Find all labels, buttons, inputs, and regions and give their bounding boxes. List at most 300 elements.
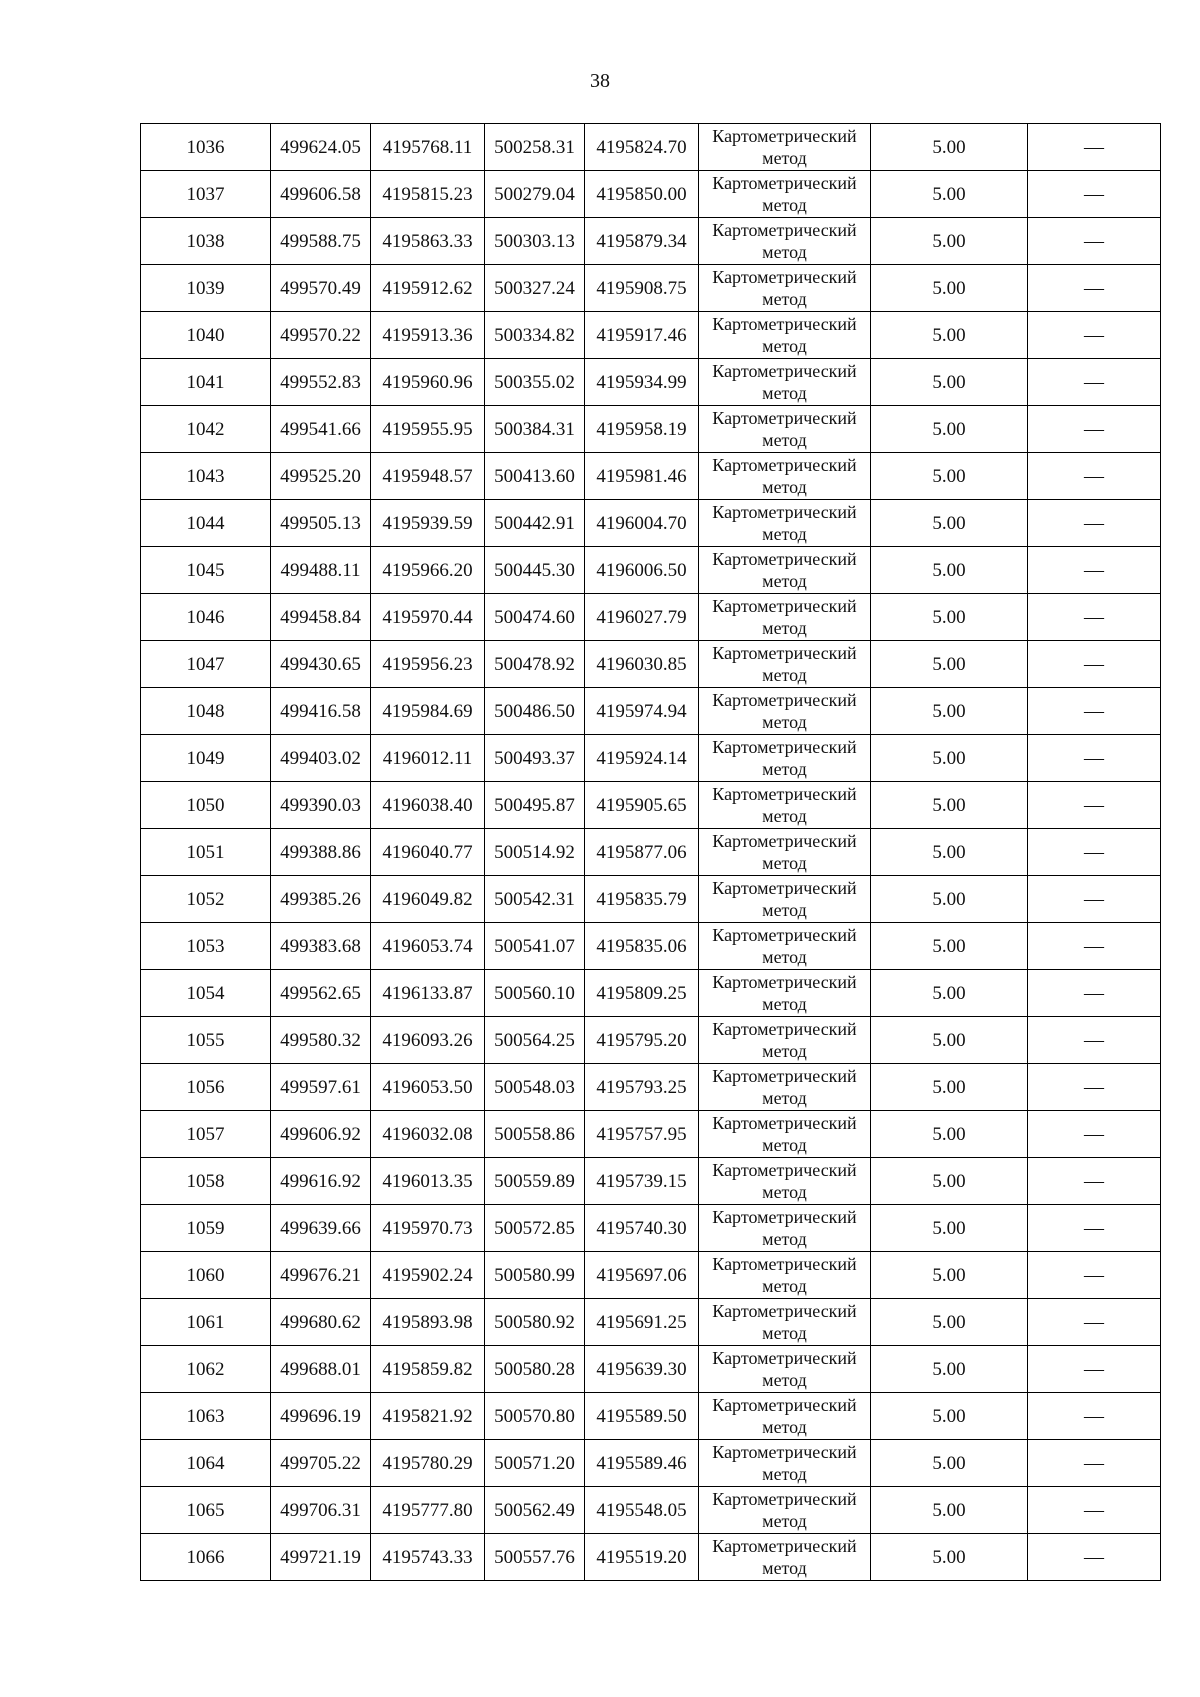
point-number-cell: 1061	[141, 1299, 271, 1346]
y2-coordinate-cell: 4195877.06	[585, 829, 699, 876]
point-number-cell: 1064	[141, 1440, 271, 1487]
description-cell: —	[1028, 1440, 1161, 1487]
y2-coordinate-cell: 4195589.46	[585, 1440, 699, 1487]
table-row	[141, 688, 1161, 735]
method-line-2: метод	[762, 853, 807, 873]
method-cell	[699, 641, 871, 688]
table-row	[141, 1064, 1161, 1111]
x1-coordinate-cell: 499383.68	[271, 923, 371, 970]
y1-coordinate-cell: 4195948.57	[371, 453, 485, 500]
y1-coordinate-cell: 4195780.29	[371, 1440, 485, 1487]
method-line-1: Картометрический	[712, 1113, 857, 1133]
point-number-cell: 1052	[141, 876, 271, 923]
x1-coordinate-cell: 499606.58	[271, 171, 371, 218]
method-cell	[699, 547, 871, 594]
method-line-1: Картометрический	[712, 126, 857, 146]
x1-coordinate-cell: 499403.02	[271, 735, 371, 782]
method-cell	[699, 312, 871, 359]
method-line-1: Картометрический	[712, 173, 857, 193]
x1-coordinate-cell: 499580.32	[271, 1017, 371, 1064]
method-cell	[699, 406, 871, 453]
method-line-1: Картометрический	[712, 1066, 857, 1086]
accuracy-cell: 5.00	[871, 1205, 1028, 1252]
accuracy-cell: 5.00	[871, 688, 1028, 735]
method-cell	[699, 124, 871, 171]
accuracy-cell: 5.00	[871, 735, 1028, 782]
method-cell	[699, 735, 871, 782]
accuracy-cell: 5.00	[871, 1487, 1028, 1534]
x1-coordinate-cell: 499416.58	[271, 688, 371, 735]
method-cell	[699, 1440, 871, 1487]
x2-coordinate-cell: 500327.24	[485, 265, 585, 312]
point-number-cell: 1049	[141, 735, 271, 782]
method-line-1: Картометрический	[712, 1489, 857, 1509]
method-line-2: метод	[762, 994, 807, 1014]
x2-coordinate-cell: 500478.92	[485, 641, 585, 688]
y1-coordinate-cell: 4195893.98	[371, 1299, 485, 1346]
y2-coordinate-cell: 4195757.95	[585, 1111, 699, 1158]
description-cell: —	[1028, 1205, 1161, 1252]
accuracy-cell: 5.00	[871, 1393, 1028, 1440]
x1-coordinate-cell: 499696.19	[271, 1393, 371, 1440]
method-line-1: Картометрический	[712, 267, 857, 287]
accuracy-cell: 5.00	[871, 265, 1028, 312]
method-cell	[699, 876, 871, 923]
method-cell	[699, 1346, 871, 1393]
point-number-cell: 1043	[141, 453, 271, 500]
method-line-1: Картометрический	[712, 1019, 857, 1039]
method-cell	[699, 265, 871, 312]
point-number-cell: 1036	[141, 124, 271, 171]
accuracy-cell: 5.00	[871, 1252, 1028, 1299]
table-row	[141, 1346, 1161, 1393]
method-line-2: метод	[762, 571, 807, 591]
table-row	[141, 1393, 1161, 1440]
point-number-cell: 1045	[141, 547, 271, 594]
y1-coordinate-cell: 4195970.73	[371, 1205, 485, 1252]
x2-coordinate-cell: 500486.50	[485, 688, 585, 735]
x2-coordinate-cell: 500445.30	[485, 547, 585, 594]
accuracy-cell: 5.00	[871, 124, 1028, 171]
method-line-2: метод	[762, 477, 807, 497]
accuracy-cell: 5.00	[871, 641, 1028, 688]
table-row	[141, 171, 1161, 218]
y2-coordinate-cell: 4195974.94	[585, 688, 699, 735]
method-line-1: Картометрический	[712, 1395, 857, 1415]
method-cell	[699, 688, 871, 735]
y1-coordinate-cell: 4195955.95	[371, 406, 485, 453]
description-cell: —	[1028, 782, 1161, 829]
method-cell	[699, 1205, 871, 1252]
x1-coordinate-cell: 499680.62	[271, 1299, 371, 1346]
accuracy-cell: 5.00	[871, 406, 1028, 453]
description-cell: —	[1028, 547, 1161, 594]
accuracy-cell: 5.00	[871, 359, 1028, 406]
y2-coordinate-cell: 4195958.19	[585, 406, 699, 453]
method-line-2: метод	[762, 665, 807, 685]
x1-coordinate-cell: 499388.86	[271, 829, 371, 876]
method-line-2: метод	[762, 524, 807, 544]
y2-coordinate-cell: 4195697.06	[585, 1252, 699, 1299]
point-number-cell: 1066	[141, 1534, 271, 1581]
point-number-cell: 1058	[141, 1158, 271, 1205]
y1-coordinate-cell: 4196053.50	[371, 1064, 485, 1111]
table-row	[141, 1487, 1161, 1534]
y1-coordinate-cell: 4195970.44	[371, 594, 485, 641]
method-cell	[699, 218, 871, 265]
method-line-2: метод	[762, 383, 807, 403]
description-cell: —	[1028, 970, 1161, 1017]
method-cell	[699, 1299, 871, 1346]
point-number-cell: 1040	[141, 312, 271, 359]
method-line-2: метод	[762, 1088, 807, 1108]
accuracy-cell: 5.00	[871, 312, 1028, 359]
method-cell	[699, 1064, 871, 1111]
x1-coordinate-cell: 499570.22	[271, 312, 371, 359]
x1-coordinate-cell: 499390.03	[271, 782, 371, 829]
table-row	[141, 265, 1161, 312]
x1-coordinate-cell: 499597.61	[271, 1064, 371, 1111]
table-row	[141, 641, 1161, 688]
method-line-2: метод	[762, 1276, 807, 1296]
y2-coordinate-cell: 4195905.65	[585, 782, 699, 829]
point-number-cell: 1047	[141, 641, 271, 688]
method-line-2: метод	[762, 618, 807, 638]
x1-coordinate-cell: 499385.26	[271, 876, 371, 923]
point-number-cell: 1051	[141, 829, 271, 876]
method-line-2: метод	[762, 1323, 807, 1343]
x2-coordinate-cell: 500258.31	[485, 124, 585, 171]
accuracy-cell: 5.00	[871, 1064, 1028, 1111]
method-line-2: метод	[762, 900, 807, 920]
table-row	[141, 1017, 1161, 1064]
description-cell: —	[1028, 312, 1161, 359]
method-cell	[699, 500, 871, 547]
x1-coordinate-cell: 499588.75	[271, 218, 371, 265]
method-line-2: метод	[762, 1417, 807, 1437]
y2-coordinate-cell: 4196004.70	[585, 500, 699, 547]
y2-coordinate-cell: 4195934.99	[585, 359, 699, 406]
method-line-2: метод	[762, 1511, 807, 1531]
table-row	[141, 359, 1161, 406]
table-row	[141, 1111, 1161, 1158]
x1-coordinate-cell: 499639.66	[271, 1205, 371, 1252]
method-cell	[699, 594, 871, 641]
method-line-1: Картометрический	[712, 1536, 857, 1556]
y1-coordinate-cell: 4196049.82	[371, 876, 485, 923]
x2-coordinate-cell: 500413.60	[485, 453, 585, 500]
x1-coordinate-cell: 499624.05	[271, 124, 371, 171]
x2-coordinate-cell: 500557.76	[485, 1534, 585, 1581]
y1-coordinate-cell: 4195902.24	[371, 1252, 485, 1299]
method-line-1: Картометрический	[712, 549, 857, 569]
y2-coordinate-cell: 4195850.00	[585, 171, 699, 218]
x1-coordinate-cell: 499430.65	[271, 641, 371, 688]
y2-coordinate-cell: 4196030.85	[585, 641, 699, 688]
table-row	[141, 735, 1161, 782]
description-cell: —	[1028, 406, 1161, 453]
accuracy-cell: 5.00	[871, 829, 1028, 876]
point-number-cell: 1044	[141, 500, 271, 547]
table-row	[141, 312, 1161, 359]
accuracy-cell: 5.00	[871, 1158, 1028, 1205]
method-line-1: Картометрический	[712, 1301, 857, 1321]
description-cell: —	[1028, 500, 1161, 547]
method-line-2: метод	[762, 1041, 807, 1061]
page-number: 38	[590, 70, 610, 92]
description-cell: —	[1028, 1111, 1161, 1158]
method-line-2: метод	[762, 806, 807, 826]
x1-coordinate-cell: 499570.49	[271, 265, 371, 312]
table-row	[141, 124, 1161, 171]
y1-coordinate-cell: 4195966.20	[371, 547, 485, 594]
accuracy-cell: 5.00	[871, 1017, 1028, 1064]
x1-coordinate-cell: 499721.19	[271, 1534, 371, 1581]
y1-coordinate-cell: 4196053.74	[371, 923, 485, 970]
table-row	[141, 547, 1161, 594]
y1-coordinate-cell: 4196032.08	[371, 1111, 485, 1158]
description-cell: —	[1028, 1534, 1161, 1581]
method-line-2: метод	[762, 336, 807, 356]
method-line-1: Картометрический	[712, 596, 857, 616]
y1-coordinate-cell: 4195912.62	[371, 265, 485, 312]
x2-coordinate-cell: 500541.07	[485, 923, 585, 970]
y1-coordinate-cell: 4195743.33	[371, 1534, 485, 1581]
method-line-1: Картометрический	[712, 1254, 857, 1274]
method-line-1: Картометрический	[712, 784, 857, 804]
accuracy-cell: 5.00	[871, 1534, 1028, 1581]
method-line-2: метод	[762, 1135, 807, 1155]
x2-coordinate-cell: 500580.28	[485, 1346, 585, 1393]
accuracy-cell: 5.00	[871, 782, 1028, 829]
table-row	[141, 1534, 1161, 1581]
x2-coordinate-cell: 500570.80	[485, 1393, 585, 1440]
method-line-2: метод	[762, 430, 807, 450]
method-cell	[699, 829, 871, 876]
y1-coordinate-cell: 4195984.69	[371, 688, 485, 735]
method-line-2: метод	[762, 1558, 807, 1578]
x1-coordinate-cell: 499562.65	[271, 970, 371, 1017]
table-row	[141, 594, 1161, 641]
method-line-2: метод	[762, 195, 807, 215]
description-cell: —	[1028, 218, 1161, 265]
method-line-2: метод	[762, 289, 807, 309]
table-row	[141, 1205, 1161, 1252]
method-cell	[699, 1252, 871, 1299]
y2-coordinate-cell: 4195793.25	[585, 1064, 699, 1111]
method-line-1: Картометрический	[712, 690, 857, 710]
x2-coordinate-cell: 500562.49	[485, 1487, 585, 1534]
description-cell: —	[1028, 1017, 1161, 1064]
table-row	[141, 876, 1161, 923]
y1-coordinate-cell: 4195859.82	[371, 1346, 485, 1393]
y1-coordinate-cell: 4196133.87	[371, 970, 485, 1017]
y1-coordinate-cell: 4195939.59	[371, 500, 485, 547]
method-line-1: Картометрический	[712, 925, 857, 945]
y2-coordinate-cell: 4195981.46	[585, 453, 699, 500]
y2-coordinate-cell: 4195924.14	[585, 735, 699, 782]
description-cell: —	[1028, 453, 1161, 500]
method-line-2: метод	[762, 947, 807, 967]
description-cell: —	[1028, 829, 1161, 876]
method-line-1: Картометрический	[712, 361, 857, 381]
method-line-1: Картометрический	[712, 1348, 857, 1368]
x2-coordinate-cell: 500474.60	[485, 594, 585, 641]
method-line-1: Картометрический	[712, 314, 857, 334]
method-line-2: метод	[762, 759, 807, 779]
point-number-cell: 1065	[141, 1487, 271, 1534]
point-number-cell: 1057	[141, 1111, 271, 1158]
method-line-2: метод	[762, 148, 807, 168]
y2-coordinate-cell: 4195809.25	[585, 970, 699, 1017]
y2-coordinate-cell: 4195917.46	[585, 312, 699, 359]
x1-coordinate-cell: 499458.84	[271, 594, 371, 641]
method-cell	[699, 923, 871, 970]
y1-coordinate-cell: 4195956.23	[371, 641, 485, 688]
method-line-2: метод	[762, 1182, 807, 1202]
description-cell: —	[1028, 171, 1161, 218]
table-row	[141, 1158, 1161, 1205]
method-line-1: Картометрический	[712, 220, 857, 240]
method-cell	[699, 970, 871, 1017]
method-line-2: метод	[762, 1229, 807, 1249]
x2-coordinate-cell: 500558.86	[485, 1111, 585, 1158]
x2-coordinate-cell: 500580.99	[485, 1252, 585, 1299]
point-number-cell: 1054	[141, 970, 271, 1017]
point-number-cell: 1053	[141, 923, 271, 970]
description-cell: —	[1028, 688, 1161, 735]
point-number-cell: 1056	[141, 1064, 271, 1111]
method-cell	[699, 1158, 871, 1205]
description-cell: —	[1028, 1393, 1161, 1440]
y2-coordinate-cell: 4195879.34	[585, 218, 699, 265]
y1-coordinate-cell: 4195821.92	[371, 1393, 485, 1440]
method-line-1: Картометрический	[712, 972, 857, 992]
method-line-1: Картометрический	[712, 455, 857, 475]
description-cell: —	[1028, 735, 1161, 782]
y1-coordinate-cell: 4196012.11	[371, 735, 485, 782]
point-number-cell: 1046	[141, 594, 271, 641]
method-cell	[699, 1017, 871, 1064]
accuracy-cell: 5.00	[871, 453, 1028, 500]
accuracy-cell: 5.00	[871, 1299, 1028, 1346]
x2-coordinate-cell: 500542.31	[485, 876, 585, 923]
x2-coordinate-cell: 500384.31	[485, 406, 585, 453]
x1-coordinate-cell: 499505.13	[271, 500, 371, 547]
table-body	[141, 124, 1161, 1581]
x2-coordinate-cell: 500303.13	[485, 218, 585, 265]
y2-coordinate-cell: 4195639.30	[585, 1346, 699, 1393]
point-number-cell: 1037	[141, 171, 271, 218]
x2-coordinate-cell: 500442.91	[485, 500, 585, 547]
y2-coordinate-cell: 4195548.05	[585, 1487, 699, 1534]
point-number-cell: 1060	[141, 1252, 271, 1299]
method-cell	[699, 1393, 871, 1440]
y2-coordinate-cell: 4195589.50	[585, 1393, 699, 1440]
y2-coordinate-cell: 4195824.70	[585, 124, 699, 171]
x2-coordinate-cell: 500580.92	[485, 1299, 585, 1346]
description-cell: —	[1028, 1487, 1161, 1534]
method-cell	[699, 359, 871, 406]
y2-coordinate-cell: 4195835.79	[585, 876, 699, 923]
method-line-1: Картометрический	[712, 643, 857, 663]
accuracy-cell: 5.00	[871, 594, 1028, 641]
method-cell	[699, 1534, 871, 1581]
x1-coordinate-cell: 499525.20	[271, 453, 371, 500]
x2-coordinate-cell: 500355.02	[485, 359, 585, 406]
y2-coordinate-cell: 4195691.25	[585, 1299, 699, 1346]
y1-coordinate-cell: 4196038.40	[371, 782, 485, 829]
description-cell: —	[1028, 923, 1161, 970]
accuracy-cell: 5.00	[871, 500, 1028, 547]
description-cell: —	[1028, 359, 1161, 406]
x2-coordinate-cell: 500514.92	[485, 829, 585, 876]
description-cell: —	[1028, 1252, 1161, 1299]
accuracy-cell: 5.00	[871, 171, 1028, 218]
y1-coordinate-cell: 4195863.33	[371, 218, 485, 265]
description-cell: —	[1028, 1158, 1161, 1205]
x2-coordinate-cell: 500334.82	[485, 312, 585, 359]
x1-coordinate-cell: 499688.01	[271, 1346, 371, 1393]
accuracy-cell: 5.00	[871, 1346, 1028, 1393]
method-cell	[699, 453, 871, 500]
method-cell	[699, 1111, 871, 1158]
point-number-cell: 1048	[141, 688, 271, 735]
method-cell	[699, 1487, 871, 1534]
method-line-2: метод	[762, 242, 807, 262]
method-line-1: Картометрический	[712, 831, 857, 851]
point-number-cell: 1039	[141, 265, 271, 312]
method-cell	[699, 782, 871, 829]
description-cell: —	[1028, 1299, 1161, 1346]
point-number-cell: 1062	[141, 1346, 271, 1393]
x1-coordinate-cell: 499616.92	[271, 1158, 371, 1205]
accuracy-cell: 5.00	[871, 1111, 1028, 1158]
point-number-cell: 1050	[141, 782, 271, 829]
point-number-cell: 1038	[141, 218, 271, 265]
y1-coordinate-cell: 4196093.26	[371, 1017, 485, 1064]
x2-coordinate-cell: 500493.37	[485, 735, 585, 782]
table-row	[141, 218, 1161, 265]
table-row	[141, 453, 1161, 500]
y1-coordinate-cell: 4196013.35	[371, 1158, 485, 1205]
accuracy-cell: 5.00	[871, 876, 1028, 923]
point-number-cell: 1059	[141, 1205, 271, 1252]
table-row	[141, 1252, 1161, 1299]
method-cell	[699, 171, 871, 218]
description-cell: —	[1028, 641, 1161, 688]
y1-coordinate-cell: 4195768.11	[371, 124, 485, 171]
description-cell: —	[1028, 124, 1161, 171]
y1-coordinate-cell: 4196040.77	[371, 829, 485, 876]
table-row	[141, 1440, 1161, 1487]
accuracy-cell: 5.00	[871, 218, 1028, 265]
method-line-1: Картометрический	[712, 1207, 857, 1227]
y2-coordinate-cell: 4196006.50	[585, 547, 699, 594]
x2-coordinate-cell: 500564.25	[485, 1017, 585, 1064]
y1-coordinate-cell: 4195777.80	[371, 1487, 485, 1534]
point-number-cell: 1042	[141, 406, 271, 453]
description-cell: —	[1028, 265, 1161, 312]
y2-coordinate-cell: 4195739.15	[585, 1158, 699, 1205]
description-cell: —	[1028, 1064, 1161, 1111]
x2-coordinate-cell: 500572.85	[485, 1205, 585, 1252]
x1-coordinate-cell: 499488.11	[271, 547, 371, 594]
x2-coordinate-cell: 500279.04	[485, 171, 585, 218]
x2-coordinate-cell: 500571.20	[485, 1440, 585, 1487]
point-number-cell: 1063	[141, 1393, 271, 1440]
x2-coordinate-cell: 500495.87	[485, 782, 585, 829]
